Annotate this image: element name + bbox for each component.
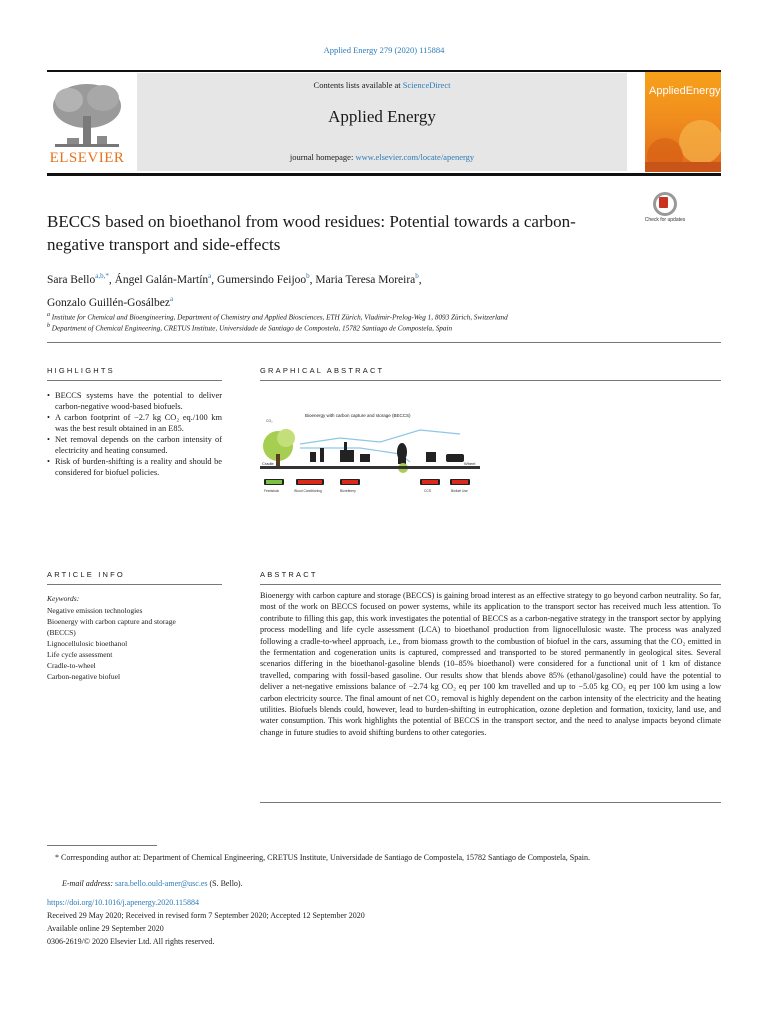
- masthead-bottom-rule: [47, 173, 721, 176]
- article-info-rule: [47, 584, 222, 585]
- cover-artwork: [645, 112, 721, 172]
- available-online: Available online 29 September 2020: [47, 924, 164, 933]
- graphical-abstract-figure[interactable]: [260, 408, 480, 498]
- keyword: Carbon-negative biofuel: [47, 672, 121, 681]
- abstract-bottom-rule: [260, 802, 721, 803]
- sciencedirect-link[interactable]: ScienceDirect: [402, 80, 451, 90]
- author-affiliation-marker[interactable]: a: [208, 272, 212, 280]
- keyword: Life cycle assessment: [47, 650, 113, 659]
- keywords-list: [47, 605, 227, 682]
- author-affiliation-marker[interactable]: a,b,*: [95, 272, 109, 280]
- author-affiliation-marker[interactable]: b: [306, 272, 310, 280]
- publisher-name: ELSEVIER: [49, 150, 125, 166]
- affiliation-a: $^a$ Institute for Chemical and Bioengineering, Department of Chemistry and Applied Biosciences, ETH Zürich, Vladimir-Prelog-Weg 1, 8093 Zürich, Switzerland: [47, 312, 508, 322]
- highlight-item: • A carbon footprint of −2.7 kg CO₂ eq./100 km was the best result obtained in an E85.: [47, 412, 222, 434]
- truck-icon: [310, 452, 316, 462]
- factory-icon: [340, 450, 354, 462]
- highlight-item: • Risk of burden-shifting is a reality and should be considered for biofuel policies.: [47, 456, 222, 478]
- highlight-item: • Net removal depends on the carbon intensity of electricity and heating consumed.: [47, 434, 222, 456]
- article-info-heading: ARTICLE INFO: [47, 570, 125, 579]
- bookmark-icon: [653, 192, 677, 216]
- keyword: Lignocellulosic bioethanol: [47, 639, 128, 648]
- keywords-label: Keywords:: [47, 594, 80, 603]
- author[interactable]: Ángel Galán-Martín: [114, 273, 209, 286]
- ga-cradle-label: Cradle: [262, 461, 274, 466]
- keyword: Negative emission technologies: [47, 606, 143, 615]
- ga-title: Bioenergy with carbon capture and storage (BECCS): [305, 413, 411, 418]
- highlight-item: • BECCS systems have the potential to deliver carbon-negative wood-based biofuels.: [47, 390, 222, 412]
- highlights-rule: [47, 380, 222, 381]
- keyword: (BECCS): [47, 628, 76, 637]
- abstract-text: Bioenergy with carbon capture and storage (BECCS) is gaining broad interest as an effective strategy to go beyond carbon neutrality. So far, most of the work on BECCS focused on power systems, while its application to the transport sector has received much less attention. To contribute to filling this gap, this work investigates the potential of BECCS as a carbon-negative strategy in the transport sector by applying process modelling and life cycle assessment (LCA) to bioethanol production from lignocellulosic waste. The process was analyzed following a cradle-to-wheel approach, i.e., from biomass growth to the combustion of biofuel in the cars, assuming that the CO₂ emitted in the fermentation and cogeneration units is captured, compressed and transported to be stored permanently in geological sites. Several scenarios differing in the bioethanol-gasoline blends (10–85% bioethanol) were considered for a functional unit of 1 km of distance travelled, comparing with fossil-based gasoline. Our results show that blends above 85% (ethanol/gasoline) could have the potential to deliver a net-negative emissions balance of −2.74 kg CO₂ eq per 100 km travelled and up to −5.05 kg CO₂ eq per 100 km using a low carbon electricity source. The final amount of net CO₂ removal is highly dependent on the carbon intensity of the electricity and the heating utilities. Biofuels blends could, however, lead to burden-shifting in eutrophication, ozone depletion and formation, toxicity, land use, and water consumption. This work highlights the potential of BECCS in the transport sector, and the need to analyse impacts beyond climate change in future studies to avoid shifting burdens to other categories.: [260, 591, 721, 737]
- masthead-top-rule: [47, 70, 721, 72]
- contents-line: [137, 80, 627, 90]
- graphical-abstract-heading: GRAPHICAL ABSTRACT: [260, 366, 385, 375]
- ga-co2-label: CO₂: [266, 419, 273, 423]
- keyword: Bioenergy with carbon capture and storage: [47, 617, 176, 626]
- abstract-heading: ABSTRACT: [260, 570, 318, 579]
- highlights-heading: HIGHLIGHTS: [47, 366, 115, 375]
- journal-homepage-link[interactable]: www.elsevier.com/locate/apenergy: [355, 152, 475, 162]
- email-label: E-mail address:: [62, 879, 114, 888]
- check-for-updates-label: Check for updates: [644, 217, 686, 223]
- journal-reference[interactable]: Applied Energy 279 (2020) 115884: [323, 45, 445, 55]
- highlights-list: [47, 390, 222, 478]
- author-list: Sara Bello$^{a,b,*}$, Ángel Galán-Martín$^a$, Gumersindo Feijoo$^b$, Maria Teresa Moreira$^b$, Gonzalo Guillén-Gosálbez$^a$: [47, 272, 422, 309]
- doi-link[interactable]: https://doi.org/10.1016/j.apenergy.2020.115884: [47, 898, 199, 907]
- author-affiliation-marker[interactable]: a: [169, 294, 174, 303]
- graphical-abstract-rule: [260, 380, 721, 381]
- car-icon: [446, 454, 464, 462]
- keyword: Cradle-to-wheel: [47, 661, 96, 670]
- ga-stage-label: CCS: [424, 489, 431, 493]
- affiliation-b: $^b$ Department of Chemical Engineering, CRETUS Institute, Universidade de Santiago de Compostela, 15782 Santiago de Compostela, Spain: [47, 323, 453, 333]
- ga-stage-label: Biofuel Use: [451, 489, 468, 493]
- copyright-line: 0306-2619/© 2020 Elsevier Ltd. All rights reserved.: [47, 937, 215, 946]
- affiliation-divider: [47, 342, 721, 343]
- author[interactable]: Sara Bello: [47, 273, 96, 286]
- author[interactable]: Maria Teresa Moreira: [315, 273, 416, 286]
- ga-stage-label: Wood Conditioning: [294, 489, 322, 493]
- ga-stage-label: Feedstock: [264, 489, 280, 493]
- pump-icon: [426, 452, 436, 462]
- author-affiliation-marker[interactable]: b: [415, 272, 419, 280]
- cover-title: AppliedEnergy: [649, 85, 721, 97]
- received-dates: Received 29 May 2020; Received in revised form 7 September 2020; Accepted 12 September 2020: [47, 911, 365, 920]
- homepage-prefix: journal homepage:: [289, 152, 356, 162]
- journal-name: Applied Energy: [328, 107, 436, 126]
- article-title: BECCS based on bioethanol from wood residues: Potential towards a carbon-negative transport and side-effects: [47, 212, 576, 254]
- author[interactable]: Gonzalo Guillén-Gosálbez: [47, 296, 170, 309]
- journal-cover-thumbnail[interactable]: [645, 72, 721, 172]
- email-link[interactable]: sara.bello.ould-amer@usc.es: [115, 879, 208, 888]
- ga-stage-bars: [264, 479, 470, 485]
- check-for-updates-badge[interactable]: [644, 192, 686, 230]
- homepage-line: [137, 152, 627, 162]
- email-line: E-mail address: sara.bello.ould-amer@usc.es (S. Bello).: [62, 879, 243, 888]
- ga-wheel-label: Wheel: [464, 461, 476, 466]
- footnote-rule: [47, 845, 157, 846]
- ga-stage-label: Biorefinery: [340, 489, 356, 493]
- contents-prefix: Contents lists available at: [313, 80, 403, 90]
- abstract-rule: [260, 584, 721, 585]
- author[interactable]: Gumersindo Feijoo: [217, 273, 307, 286]
- corresponding-author-note: * Corresponding author at: Department of Chemical Engineering, CRETUS Institute, Universidade de Santiago de Compostela, 15782 Santiago de Compostela, Spain.: [55, 853, 591, 862]
